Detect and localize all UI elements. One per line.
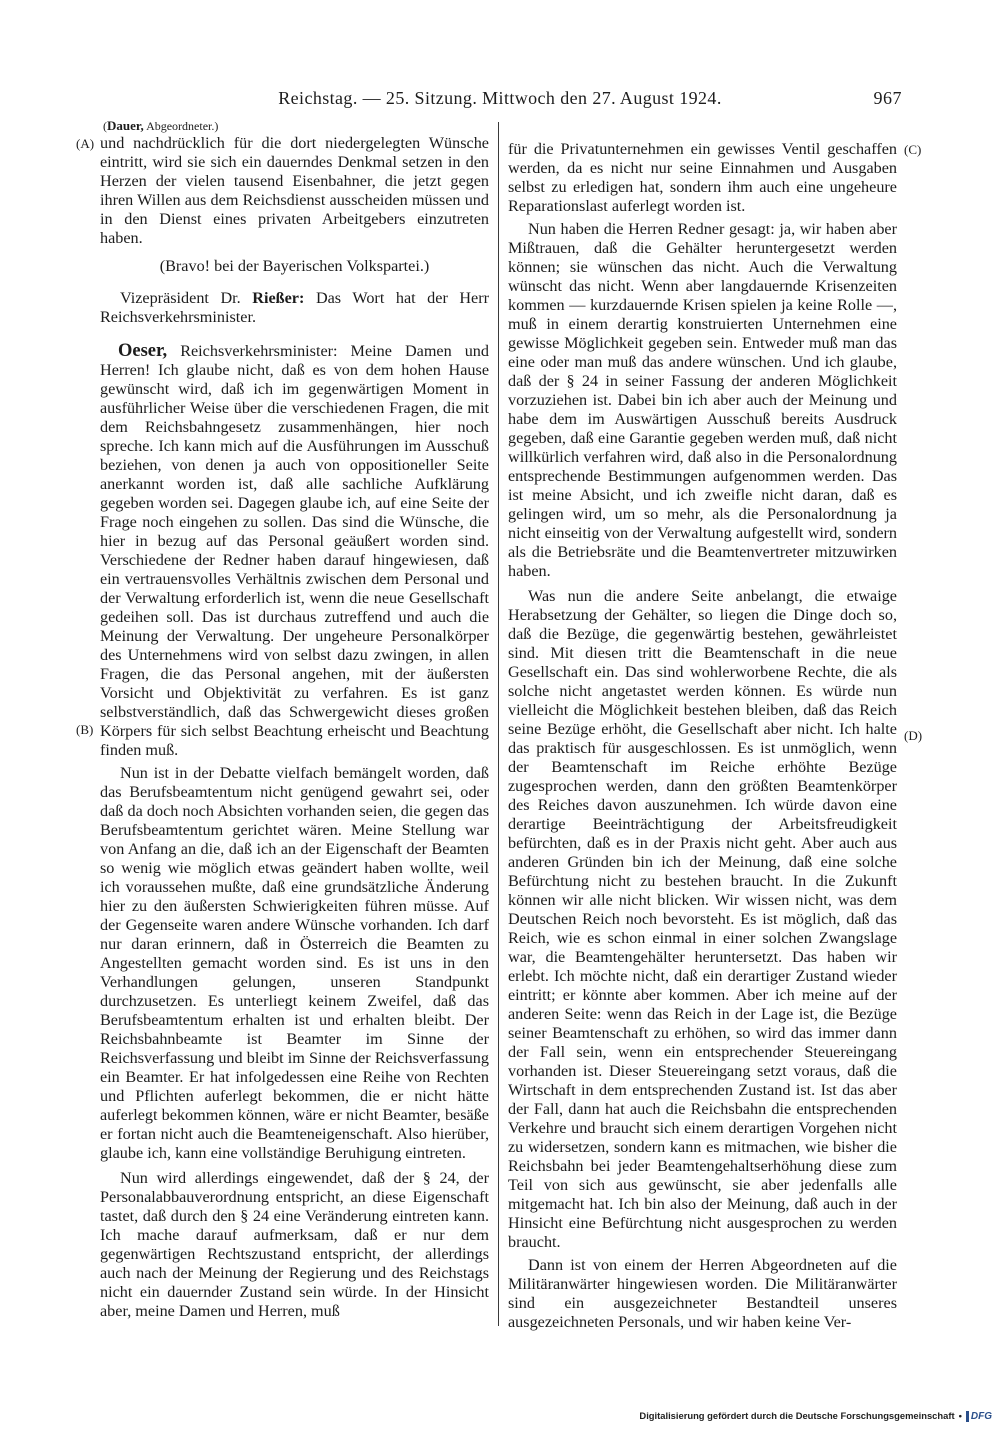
margin-marker-c: (C) [904, 142, 922, 157]
minister-name: Oeser, [118, 341, 168, 361]
credit-separator: • [958, 1410, 962, 1421]
paragraph-president [100, 289, 489, 327]
speaker-note-name: Dauer, [107, 118, 144, 133]
paragraph-right-4: Dann ist von einem der Herren Abgeordneten auf die Militäranwärter hingewiesen worden. Die Militäranwärter sind ein ausgezeichneter Bestandteil unseres ausgezeichneten Personals, und wir haben keine Ver- [508, 1256, 897, 1331]
speaker-note-role: Abgeordneter.) [146, 119, 219, 133]
speaker-note-open: ( [103, 119, 107, 133]
paragraph-minister [100, 342, 489, 760]
page-number: 967 [873, 88, 902, 108]
digitization-credit [639, 1409, 992, 1423]
dfg-logo: DFG [966, 1411, 992, 1422]
speaker-note [100, 118, 489, 134]
running-title: Reichstag. — 25. Sitzung. Mittwoch den 27. August 1924. [278, 88, 722, 108]
credit-text: Digitalisierung gefördert durch die Deutsche Forschungsgemeinschaft [639, 1410, 955, 1421]
margin-marker-d: (D) [904, 728, 923, 743]
president-title: Vizepräsident Dr. [120, 289, 241, 307]
interjection: (Bravo! bei der Bayerischen Volkspartei.) [159, 257, 430, 275]
paragraph-right-2: Nun haben die Herren Redner gesagt: ja, wir haben aber Mißtrauen, daß die Gehälter heruntergesetzt werden können; sie wünschen das nicht. Auch die Verwaltung wünscht das nicht. Wenn aber langdauernde Krisenzeiten kommen — kurzdauernde Krisen spielen ja keine Rolle —, muß in einem derartig konstruierten Unternehmen eine gewisse Möglichkeit gegeben sein. Entweder muß man das eine oder man muß das andere wünschen. Und ich glaube, daß der § 24 in seiner Fassung der anderen Möglichkeit vorzuziehen ist. Dabei bin ich aber auch der Meinung und habe dem im Auswärtigen Ausschuß bereits Ausdruck gegeben, daß eine Garantie gegeben werden muß, daß nicht willkürlich verfahren wird, daß also in die Personalordnung entsprechende Bestimmungen aufgenommen werden. Das ist meine Absicht, und ich zweifle nicht daran, daß es gelingen wird, um so mehr, als die Personalordnung ja nicht einseitig von der Verwaltung aufgestellt wird, sondern als die Betriebsräte und die Beamtenvertreter mitzuwirken haben. [508, 220, 897, 580]
president-text: Das Wort hat der Herr Reichsverkehrsminister. [100, 289, 490, 326]
left-column [100, 118, 489, 1321]
paragraph-continuation: und nachdrücklich für die dort niedergelegten Wünsche eintritt, wird sie sich ein dauerndes Denkmal setzen in den Herzen der vielen tausend Eisenbahner, die jetzt gegen ihren Willen aus dem Reichsdienst ausscheiden müssen und in den Dienst eines privaten Arbeitgebers einzutreten haben. [100, 134, 489, 247]
paragraph-section-24: Nun wird allerdings eingewendet, daß der § 24, der Personalabbauverordnung entspricht, an diese Eigenschaft tastet, daß durch den § 24 eine Veränderung eintreten kann. Ich mache darauf aufmerksam, daß er nur dem gegenwärtigen Rechtszustand entspricht, der allerdings auch nach der Meinung der Regierung und des Reichstags nicht ein dauernder Zustand sein würde. In der Hinsicht aber, meine Damen und Herren, muß [100, 1169, 489, 1320]
paragraph-right-1: für die Privatunternehmen ein gewisses Ventil geschaffen werden, da es nicht nur seine Einnahmen und Ausgaben selbst zu erledigen hat, sondern ihm auch eine ungeheure Reparationslast auferlegt worden ist. [508, 140, 897, 215]
paragraph-berufsbeamtentum: Nun ist in der Debatte vielfach bemängelt worden, daß das Berufsbeamtentum nicht genügend gewahrt sei, oder daß da doch noch Absichten vorhanden seien, die gegen das Berufsbeamtentum gerichtet wären. Meine Stellung war von Anfang an die, daß ich an der Eigenschaft der Beamten so wenig wie möglich etwas geändert haben wollte, weil ich voraussehen mußte, daß eine grundsätzliche Änderung hier zu den äußersten Schwierigkeiten führen müsse. Auf der Gegenseite waren andere Wünsche vorhanden. Ich darf nur daran erinnern, daß in Österreich die Beamten zu Angestellten gemacht worden sind. Es ist uns in den Verhandlungen gelungen, unseren Standpunkt durchzusetzen. Es unterliegt keinem Zweifel, daß das Berufsbeamtentum erhalten ist und erhalten bleibt. Der Reichsbahnbeamte ist Beamter im Sinne der Reichsverfassung und bleibt im Sinne der Reichsverfassung ein Beamter. Er hat infolgedessen eine Reihe von Rechten und Pflichten auferlegt bekommen, die er nicht hätte auferlegt bekommen können, wäre er nicht Beamter, besäße er fortan nicht auch die Beamteneigenschaft. Also hierüber, glaube ich, kann eine vollständige Beruhigung eintreten. [100, 764, 489, 1162]
president-name: Rießer: [252, 289, 305, 307]
margin-marker-a: (A) [76, 136, 95, 151]
paragraph-right-3: Was nun die andere Seite anbelangt, die etwaige Herabsetzung der Gehälter, so liegen die Dinge doch so, daß die Bezüge, die gegenwärtig bestehen, gewährleistet sind. Mit diesen tritt die Beamtenschaft in die neue Gesellschaft ein. Das sind wohlerworbene Rechte, die als solche nicht angetastet werden können. Es würde nun vielleicht die Möglichkeit bestehen bleiben, daß das Reich seine Bezüge erhöht, die Gesellschaft aber nicht. Ich halte das praktisch für ausgeschlossen. Es ist unmöglich, wenn der Beamtenschaft im Reiche erhöhte Bezüge zugesprochen werden, dann den größten Beamtenkörper des Reiches davon auszunehmen. Ich würde davon eine derartige Beeinträchtigung der Arbeitsfreudigkeit befürchten, daß es in der Praxis nicht geht. Aber auch aus anderen Gründen bin ich der Meinung, daß eine solche Befürchtung nicht zu bestehen braucht. In die Zukunft können wir alle nicht blicken. Wir wissen nicht, was dem Deutschen Reich noch bevorsteht. Es ist möglich, daß das Reich, wie es schon einmal in einer solchen Zwangslage war, die Beamtengehälter heruntersetzt. Das haben wir erlebt. Ich möchte nicht, daß ein derartiger Zustand wieder eintritt; er könnte aber kommen. Aber ich meine auf der anderen Seite: wenn das Reich in der Lage ist, die Bezüge seiner Beamtenschaft zu erhöhen, so wird das immer dann der Fall sein, wenn ein entsprechender Steuereingang vorhanden ist. Dieser Steuereingang setzt voraus, daß die Wirtschaft in dem entsprechenden Zustand ist. Ist das aber der Fall, dann hat auch die Reichsbahn die entsprechenden Verkehre und braucht sich einem derartigen Vorgehen nicht zu widersetzen, sondern kann es mitmachen, wie bisher die Reichsbahn bei jeder Beamtengehaltserhöhung diese zum Teil von sich aus gewünscht, sie aber jedenfalls alle mitgemacht hat. Ich bin also der Meinung, daß auch in der Hinsicht eine Befürchtung nicht ausgesprochen zu werden braucht. [508, 587, 897, 1251]
margin-marker-b: (B) [76, 722, 94, 737]
column-divider [498, 122, 499, 1326]
minister-text: Reichsverkehrsminister: Meine Damen und Herren! Ich glaube nicht, daß es von dem hohen Hause gewünscht wird, daß ich im gegenwärtigen Moment in ausführlicher Weise über die verschiedenen Fragen, die mit dem Reichsbahngesetz zusammenhängen, hier noch spreche. Ich kann mich auf die Ausführungen im Ausschuß beziehen, von denen ja auch von oppositioneller Seite anerkannt worden ist, daß alle sachliche Aufklärung gegeben worden sei. Dagegen glaube ich, auf eine Seite der Frage noch eingehen zu sollen. Das sind die Wünsche, die hier in bezug auf das Personal geäußert worden sind. Verschiedene der Redner haben darauf hingewiesen, daß ein vertrauensvolles Verhältnis zwischen dem Personal und der Verwaltung erforderlich ist, wenn die neue Gesellschaft gedeihen soll. Das ist durchaus zutreffend und auch die Meinung der Verwaltung. Der ungeheure Personalkörper des Unternehmens wird von selbst dazu zwingen, in allen Fragen, die das Personal angehen, mit der äußersten Vorsicht und Objektivität zu verfahren. Es ist ganz selbstverständlich, daß das Schwergewicht dieses großen Körpers für sich selbst Beachtung erheischt und Beachtung finden muß. [100, 342, 489, 759]
right-column [508, 140, 897, 1332]
